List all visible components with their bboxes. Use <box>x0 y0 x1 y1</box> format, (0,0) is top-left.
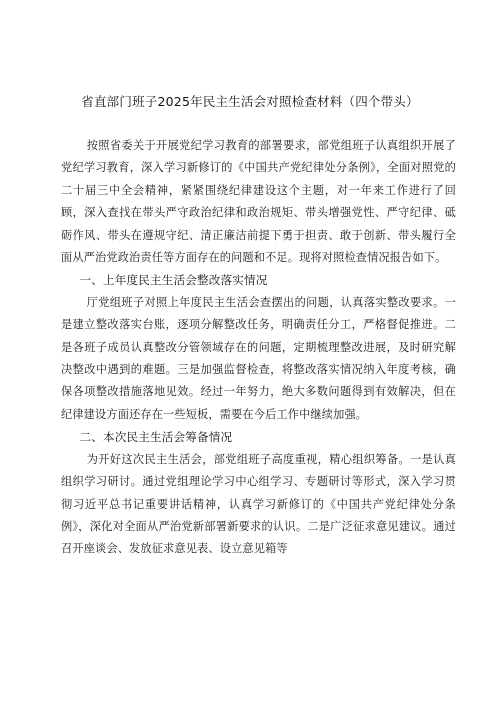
section-paragraph-2: 为开好这次民主生活会，部党组班子高度重视，精心组织筹备。一是认真组织学习研讨。通过党组理论学习中心组学习、专题研讨等形式，深入学习贯彻习近平总书记重要讲话精神，认真学习新修订的《中国共产党纪律处分条例》，深化对全面从严治党新部署新要求的认识。二是广泛征求意见建议。通过召开座谈会、发放征求意见表、设立意见箱等 <box>61 452 456 556</box>
document-title: 省直部门班子2025年民主生活会对照检查材料（四个带头） <box>81 94 419 109</box>
document-body <box>61 135 456 561</box>
section-heading-2: 二、本次民主生活会筹备情况 <box>79 430 233 445</box>
intro-paragraph: 按照省委关于开展党纪学习教育的部署要求，部党组班子认真组织开展了党纪学习教育，深入学习新修订的《中国共产党纪律处分条例》，全面对照党的二十届三中全会精神，紧紧围绕纪律建设这个主题，对一年来工作进行了回顾，深入查找在带头严守政治纪律和政治规矩、带头增强党性、严守纪律、砥砺作风、带头在遵规守纪、清正廉洁前提下勇于担责、敢于创新、带头履行全面从严治党政治责任等方面存在的问题和不足。现将对照检查情况报告如下。 <box>61 139 456 265</box>
section-heading-1: 一、上年度民主生活会整改落实情况 <box>79 273 268 288</box>
section-paragraph-1: 厅党组班子对照上年度民主生活会查摆出的问题，认真落实整改要求。一是建立整改落实台账，逐项分解整改任务，明确责任分工，严格督促推进。二是各班子成员认真整改分管领域存在的问题，定期梳理整改进展，及时研究解决整改中遇到的难题。三是加强监督检查，将整改落实情况纳入年度考核，确保各项整改措施落地见效。经过一年努力，绝大多数问题得到有效解决，但在纪律建设方面还存在一些短板，需要在今后工作中继续加强。 <box>61 295 456 421</box>
